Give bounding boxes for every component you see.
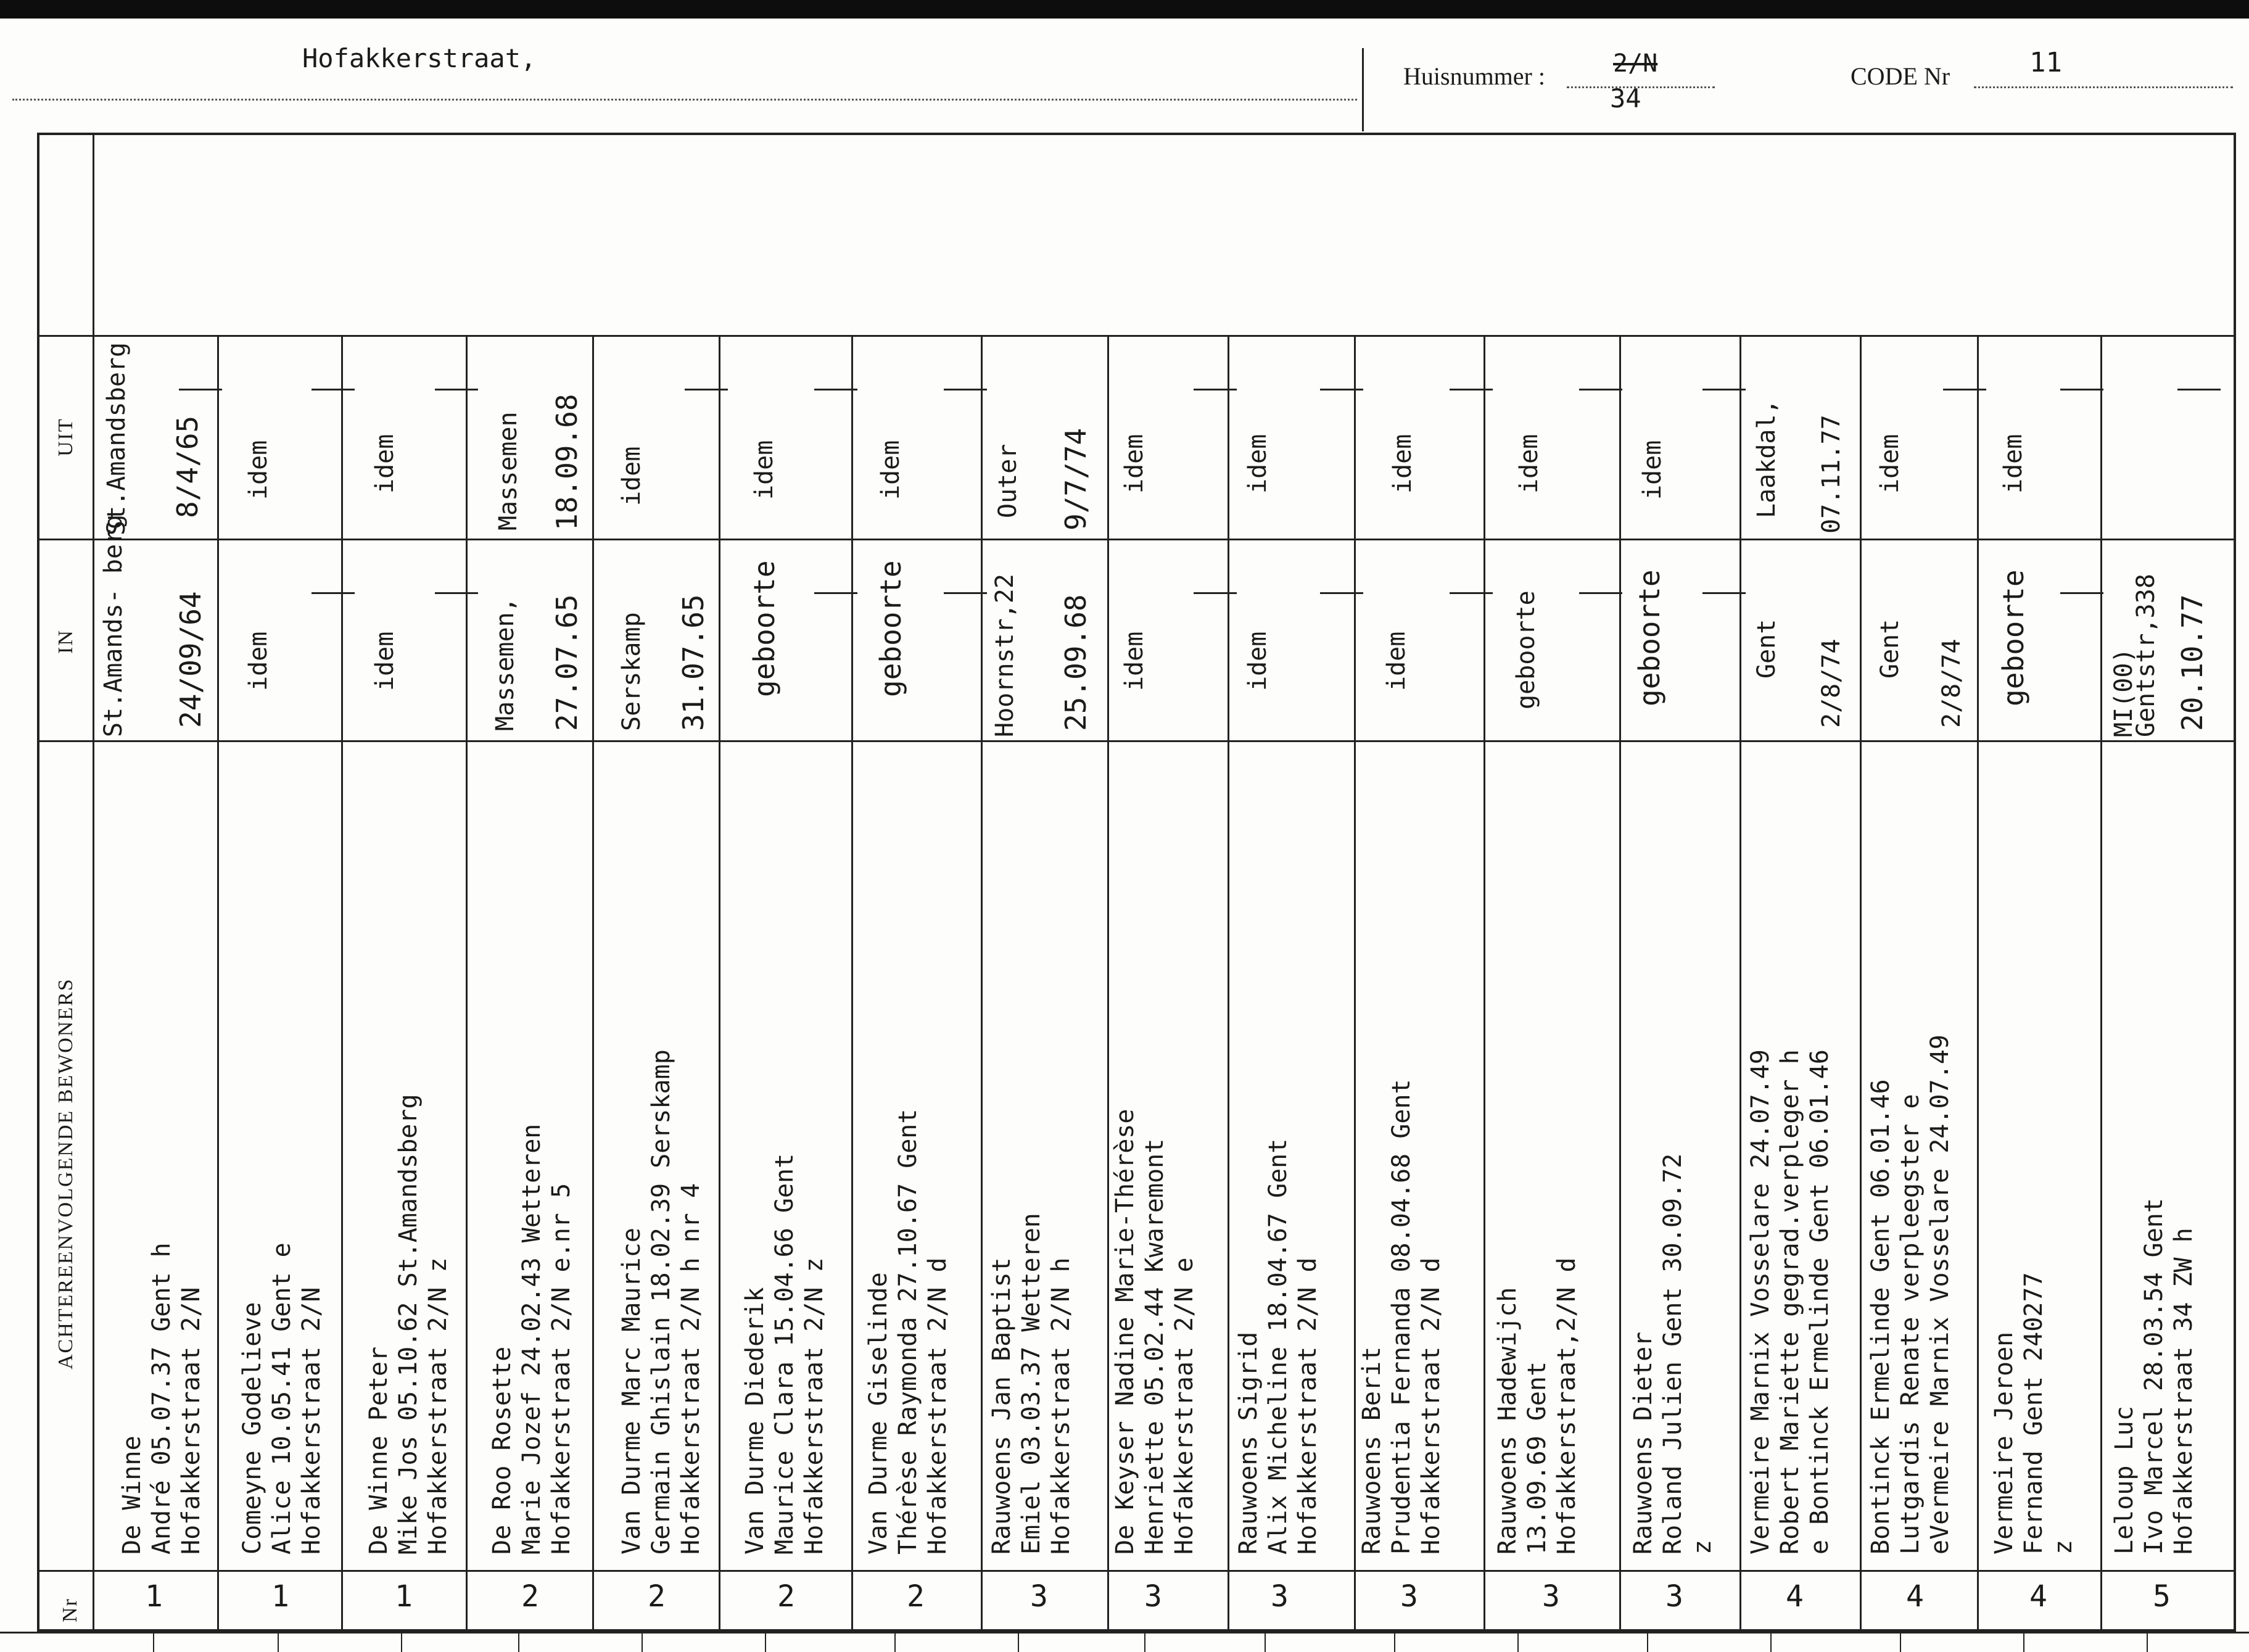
resident-entry: Leloup Luc Ivo Marcel 28.03.54 Gent Hofakkerstraat 34 ZW h	[2110, 1198, 2198, 1555]
house-number-underline	[1567, 86, 1715, 88]
col-header-uit: UIT	[54, 418, 77, 456]
in-place: Gent	[1752, 619, 1781, 679]
nr-column-divider	[93, 133, 94, 1632]
bottom-tick	[1517, 1632, 1519, 1652]
row-separator	[719, 335, 720, 1632]
row-separator	[1619, 335, 1621, 1632]
bottom-tick	[2023, 1632, 2024, 1652]
in-place: St.Amands- berg	[99, 514, 128, 737]
row-nr: 2	[777, 1579, 795, 1614]
row-nr: 1	[145, 1579, 163, 1614]
row-separator	[1107, 335, 1109, 1632]
bottom-tick	[401, 1632, 402, 1652]
uit-in-divider	[37, 539, 2236, 540]
in-residents-divider	[37, 740, 2236, 742]
bottom-tick	[1770, 1632, 1772, 1652]
row-nr: 1	[271, 1579, 289, 1614]
resident-entry: Bontinck Ermelinde Gent 06.01.46 Lutgardis Renate verpleegster e eVermeire Marnix Vosselare 24.07.49	[1867, 1035, 1954, 1555]
row-nr: 3	[1271, 1579, 1289, 1614]
in-place: idem	[1244, 631, 1272, 691]
uit-place: St.Amandsberg	[102, 342, 131, 535]
in-place: MI(00) Gentstr,338	[2110, 574, 2160, 737]
resident-entry: De Keyser Nadine Marie-Thérèse Henriette 05.02.44 Kwaremont Hofakkerstraat 2/N e	[1111, 1109, 1199, 1555]
bottom-tick	[1265, 1632, 1266, 1652]
code-label: CODE Nr	[1851, 62, 1950, 90]
row-nr: 3	[1144, 1579, 1162, 1614]
in-place: idem	[1382, 631, 1411, 691]
uit-place: idem	[1515, 434, 1543, 494]
in-place: idem	[244, 631, 273, 691]
row-separator	[2100, 335, 2102, 1632]
resident-entry: Van Durme Giselinde Thérèse Raymonda 27.10.67 Gent Hofakkerstraat 2/N d	[864, 1109, 952, 1555]
uit-place: idem	[244, 440, 273, 500]
resident-entry: De Winne Peter Mike Jos 05.10.62 St.Amandsberg Hofakkerstraat 2/N z	[365, 1094, 452, 1555]
empty-cell-mark	[435, 389, 478, 390]
bottom-tick	[1900, 1632, 1901, 1652]
uit-place: idem	[1120, 434, 1149, 494]
uit-date: 8/4/65	[171, 415, 204, 518]
uit-place: idem	[1876, 434, 1904, 494]
row-nr: 2	[648, 1579, 666, 1614]
resident-entry: De Roo Rosette Marie Jozef 24.02.43 Wetteren Hofakkerstraat 2/N e.nr 5	[488, 1123, 576, 1555]
uit-date: 9/7/74	[1059, 427, 1092, 531]
empty-cell-mark	[1579, 592, 1622, 594]
row-separator	[1739, 335, 1741, 1632]
in-date: 31.07.65	[677, 594, 710, 731]
in-place: idem	[1120, 631, 1149, 691]
row-separator	[981, 335, 983, 1632]
row-nr: 3	[1665, 1579, 1683, 1614]
row-separator	[466, 335, 468, 1632]
col-header-residents: ACHTEREENVOLGENDE BEWONERS	[54, 978, 77, 1369]
bottom-tick	[1394, 1632, 1395, 1652]
in-date: 2/8/74	[1817, 638, 1846, 728]
uit-place: idem	[877, 440, 905, 500]
empty-cell-mark	[1450, 592, 1493, 594]
in-place: geboorte	[1633, 569, 1666, 706]
in-date: 20.10.77	[2176, 594, 2209, 731]
in-place: Gent	[1876, 619, 1904, 679]
bottom-tick	[642, 1632, 643, 1652]
row-nr: 2	[521, 1579, 539, 1614]
resident-entry: Van Durme Diederik Maurice Clara 15.04.66 Gent Hofakkerstraat 2/N z	[741, 1153, 828, 1555]
house-number-new: 34	[1610, 83, 1641, 114]
bottom-border	[0, 1632, 2249, 1633]
uit-place: idem	[1638, 440, 1667, 500]
bottom-tick	[1018, 1632, 1019, 1652]
bottom-tick	[2147, 1632, 2148, 1652]
row-separator	[592, 335, 594, 1632]
row-separator	[851, 335, 853, 1632]
row-nr: 4	[1906, 1579, 1924, 1614]
row-nr: 3	[1030, 1579, 1048, 1614]
uit-date: 07.11.77	[1817, 415, 1846, 534]
in-place: Serskamp	[617, 612, 646, 731]
empty-cell-mark	[814, 592, 857, 594]
resident-entry: Rauwoens Jan Baptist Emiel 03.03.37 Wetteren Hofakkerstraat 2/N h	[988, 1213, 1075, 1555]
uit-place: Laakdal,	[1752, 399, 1781, 518]
row-separator	[217, 335, 219, 1632]
row-nr: 2	[907, 1579, 925, 1614]
in-place: Massemen,	[491, 597, 519, 731]
resident-entry: De Winne André 05.07.37 Gent h Hofakkerstraat 2/N	[118, 1242, 205, 1555]
in-place: geboorte	[1512, 590, 1540, 709]
uit-place: idem	[1999, 434, 2028, 494]
uit-place: Outer	[994, 444, 1022, 518]
street-underline	[12, 99, 1357, 101]
resident-entry: Vermeire Marnix Vosselare 24.07.49 Robert Mariette gegrad.verpleger h e Bontinck Ermelinde Gent 06.01.46	[1746, 1049, 1834, 1555]
bottom-tick	[765, 1632, 766, 1652]
in-date: 25.09.68	[1059, 594, 1092, 731]
code-value: 11	[2029, 47, 2062, 78]
empty-cell-mark	[1450, 389, 1493, 390]
residents-nr-divider	[37, 1570, 2236, 1572]
in-place: Hoornstr,22	[991, 574, 1019, 737]
empty-cell-mark	[1194, 389, 1237, 390]
empty-cell-mark	[179, 389, 222, 390]
row-separator	[1354, 335, 1356, 1632]
bottom-tick	[518, 1632, 519, 1652]
empty-cell-mark	[312, 389, 355, 390]
street-name: Hofakkerstraat,	[302, 43, 537, 73]
row-separator	[1860, 335, 1862, 1632]
code-underline	[1974, 86, 2233, 88]
scan-top-border	[0, 0, 2249, 19]
empty-cell-mark	[1702, 389, 1746, 390]
empty-cell-mark	[2177, 389, 2221, 390]
in-date: 2/8/74	[1937, 638, 1966, 728]
uit-place: idem	[1389, 434, 1417, 494]
empty-cell-mark	[312, 592, 355, 594]
uit-column-top	[37, 335, 2236, 337]
uit-place: idem	[1244, 434, 1272, 494]
resident-entry: Rauwoens Dieter Roland Julien Gent 30.09.72 z	[1629, 1153, 1717, 1555]
in-date: 24/09/64	[174, 591, 207, 728]
row-nr: 4	[1786, 1579, 1804, 1614]
empty-cell-mark	[944, 389, 987, 390]
row-nr: 1	[395, 1579, 413, 1614]
empty-cell-mark	[1194, 592, 1237, 594]
uit-place: idem	[617, 446, 646, 506]
col-header-in: IN	[54, 629, 77, 654]
empty-cell-mark	[685, 389, 728, 390]
bottom-tick	[1647, 1632, 1648, 1652]
resident-entry: Van Durme Marc Maurice Germain Ghislain 18.02.39 Serskamp Hofakkerstraat 2/N h nr 4	[617, 1049, 705, 1555]
empty-cell-mark	[814, 389, 857, 390]
bottom-tick	[278, 1632, 279, 1652]
row-nr: 5	[2153, 1579, 2171, 1614]
bottom-tick	[894, 1632, 896, 1652]
house-number-old: 2/N	[1613, 49, 1658, 78]
resident-entry: Rauwoens Sigrid Alix Micheline 18.04.67 Gent Hofakkerstraat 2/N d	[1234, 1138, 1322, 1555]
house-number-label: Huisnummer :	[1403, 62, 1545, 90]
row-separator	[1977, 335, 1979, 1632]
bottom-tick	[153, 1632, 154, 1652]
in-date: 27.07.65	[550, 594, 584, 731]
header-divider	[1362, 48, 1364, 131]
empty-cell-mark	[2060, 592, 2103, 594]
empty-cell-mark	[1320, 389, 1363, 390]
empty-cell-mark	[435, 592, 478, 594]
row-nr: 4	[2029, 1579, 2047, 1614]
row-separator	[1228, 335, 1229, 1632]
empty-cell-mark	[1579, 389, 1622, 390]
in-place: idem	[371, 631, 399, 691]
empty-cell-mark	[2060, 389, 2103, 390]
row-separator	[1484, 335, 1485, 1632]
resident-entry: Vermeire Jeroen Fernand Gent 240277 z	[1990, 1272, 2078, 1555]
resident-entry: Rauwoens Berit Prudentia Fernanda 08.04.68 Gent Hofakkerstraat 2/N d	[1358, 1079, 1445, 1555]
empty-cell-mark	[944, 592, 987, 594]
row-nr: 3	[1542, 1579, 1560, 1614]
empty-cell-mark	[1702, 592, 1746, 594]
in-place: geboorte	[874, 560, 907, 697]
col-header-nr: Nr	[59, 1598, 81, 1622]
uit-date: 18.09.68	[550, 394, 584, 531]
resident-entry: Rauwoens Hadewijch 13.09.69 Gent Hofakkerstraat,2/N d	[1493, 1257, 1581, 1555]
bottom-tick	[1144, 1632, 1145, 1652]
resident-entry: Comeyne Godelieve Alice 10.05.41 Gent e Hofakkerstraat 2/N	[238, 1242, 326, 1555]
row-nr: 3	[1400, 1579, 1418, 1614]
in-place: geboorte	[748, 560, 781, 697]
uit-place: idem	[371, 434, 399, 494]
uit-place: idem	[750, 440, 778, 500]
in-place: geboorte	[1997, 569, 2030, 706]
empty-cell-mark	[1943, 389, 1986, 390]
row-separator	[341, 335, 343, 1632]
uit-place: Massemen	[494, 411, 522, 531]
empty-cell-mark	[1320, 592, 1363, 594]
